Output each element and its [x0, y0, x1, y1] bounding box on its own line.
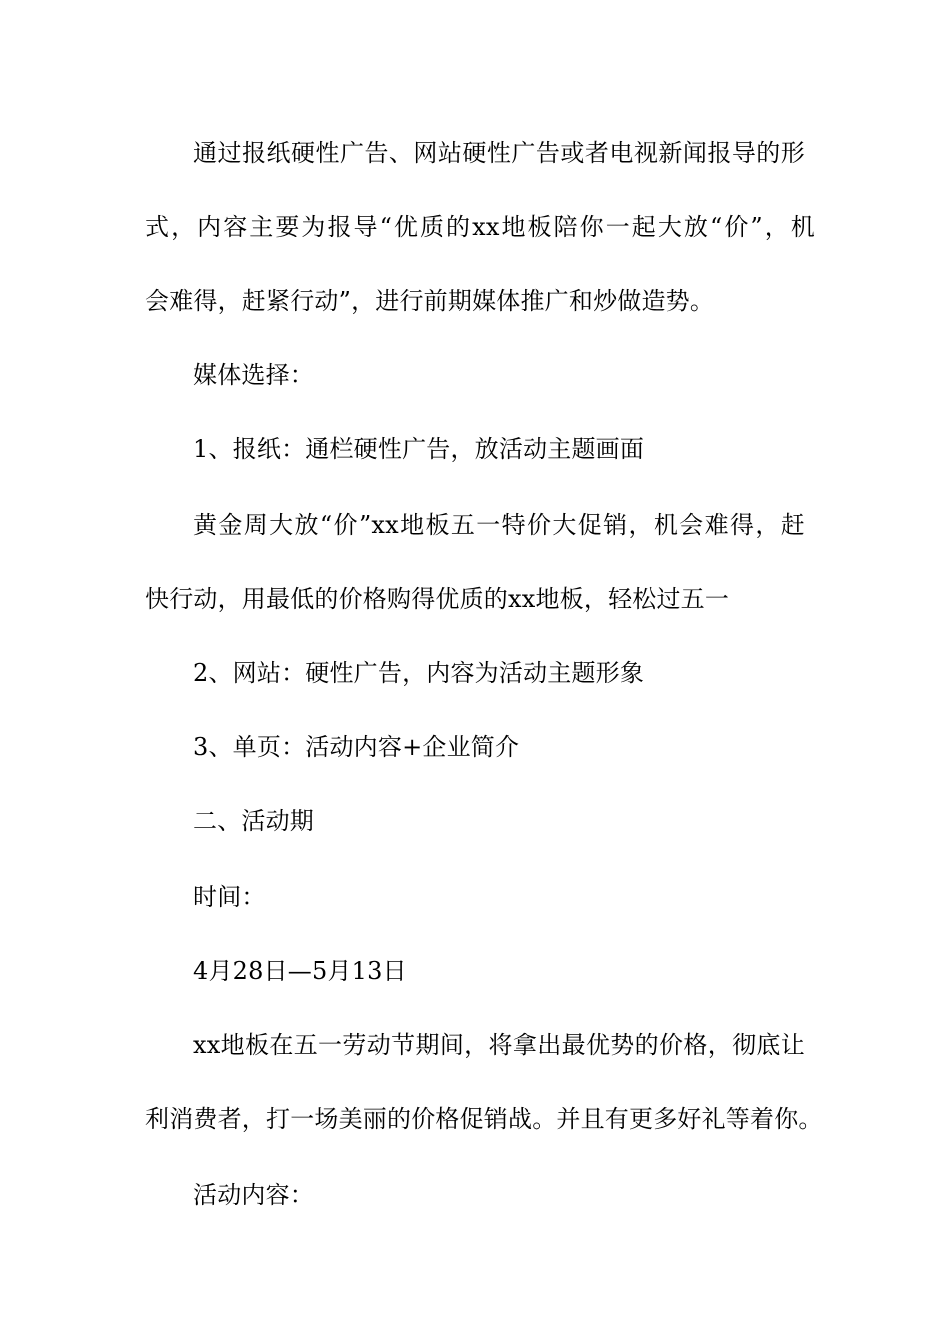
date-range: 4月28日—5月13日 — [193, 957, 407, 985]
paragraph-line: 通过报纸硬性广告、网站硬性广告或者电视新闻报导的形 — [193, 139, 805, 167]
paragraph-line: xx地板在五一劳动节期间，将拿出最优势的价格，彻底让 — [193, 1031, 805, 1059]
paragraph-line: 黄金周大放“价”xx地板五一特价大促销，机会难得，赶 — [193, 511, 805, 539]
paragraph-line: 会难得，赶紧行动”，进行前期媒体推广和炒做造势。 — [145, 287, 715, 315]
section-heading: 二、活动期 — [193, 807, 314, 835]
list-item: 1、报纸：通栏硬性广告，放活动主题画面 — [193, 435, 645, 463]
section-label: 媒体选择： — [193, 361, 314, 389]
list-item: 2、网站：硬性广告，内容为活动主题形象 — [193, 659, 645, 687]
paragraph-line: 快行动，用最低的价格购得优质的xx地板，轻松过五一 — [145, 585, 730, 613]
list-item: 3、单页：活动内容+企业简介 — [193, 733, 520, 761]
paragraph-line: 利消费者，打一场美丽的价格促销战。并且有更多好礼等着你。 — [145, 1105, 823, 1133]
paragraph-line: 式，内容主要为报导“优质的xx地板陪你一起大放“价”，机 — [145, 213, 815, 241]
section-label: 活动内容： — [193, 1181, 314, 1209]
section-label: 时间： — [193, 883, 266, 911]
